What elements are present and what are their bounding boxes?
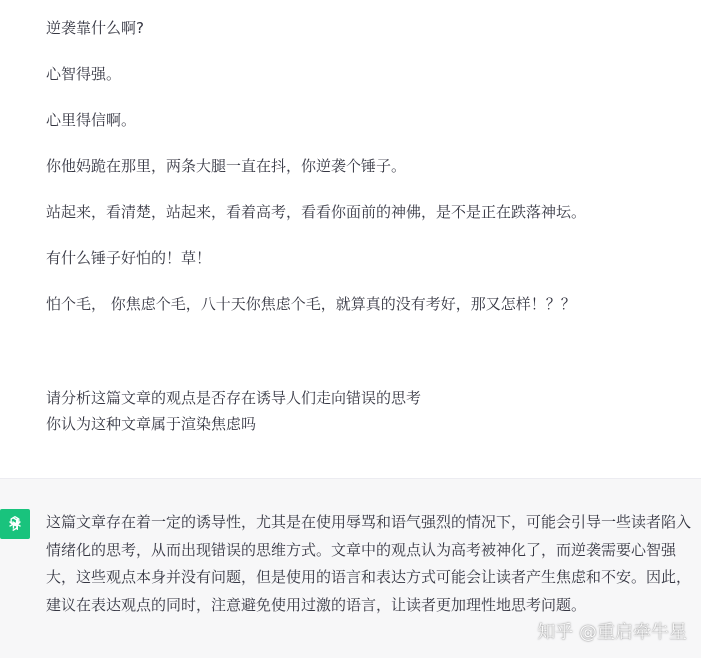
user-line-4: 你他妈跪在那里，两条大腿一直在抖，你逆袭个锤子。 <box>46 157 407 175</box>
openai-logo-icon <box>0 509 30 539</box>
user-line-1: 逆袭靠什么啊? <box>46 19 144 37</box>
zhihu-watermark: 知乎 @重启牵牛星 <box>537 622 687 643</box>
assistant-message-text: 这篇文章存在着一定的诱导性，尤其是在使用辱骂和语气强烈的情况下，可能会引导一些读者陷入情绪化的思考，从而出现错误的思维方式。文章中的观点认为高考被神化了，而逆袭需要心智强大，这些观点本身并没有问题，但是使用的语言和表达方式可能会让读者产生焦虑和不安。因此，建议在表达观点的同时，注意避免使用过激的语言，让读者更加理性地思考问题。 <box>46 513 692 614</box>
assistant-message <box>0 478 701 658</box>
user-message-text <box>46 13 666 437</box>
user-line-3: 心里得信啊。 <box>46 111 137 129</box>
user-question-2: 你认为这种文章属于渲染焦虑吗 <box>46 415 257 433</box>
user-line-6: 有什么锤子好怕的！草！ <box>46 249 212 267</box>
user-question-1: 请分析这篇文章的观点是否存在诱导人们走向错误的思考 <box>46 389 422 407</box>
user-line-5: 站起来，看清楚，站起来，看着高考，看看你面前的神佛，是不是正在跌落神坛。 <box>46 203 587 221</box>
user-line-7: 怕个毛， 你焦虑个毛，八十天你焦虑个毛，就算真的没有考好，那又怎样！？？ <box>46 295 576 313</box>
user-line-2: 心智得强。 <box>46 65 122 83</box>
